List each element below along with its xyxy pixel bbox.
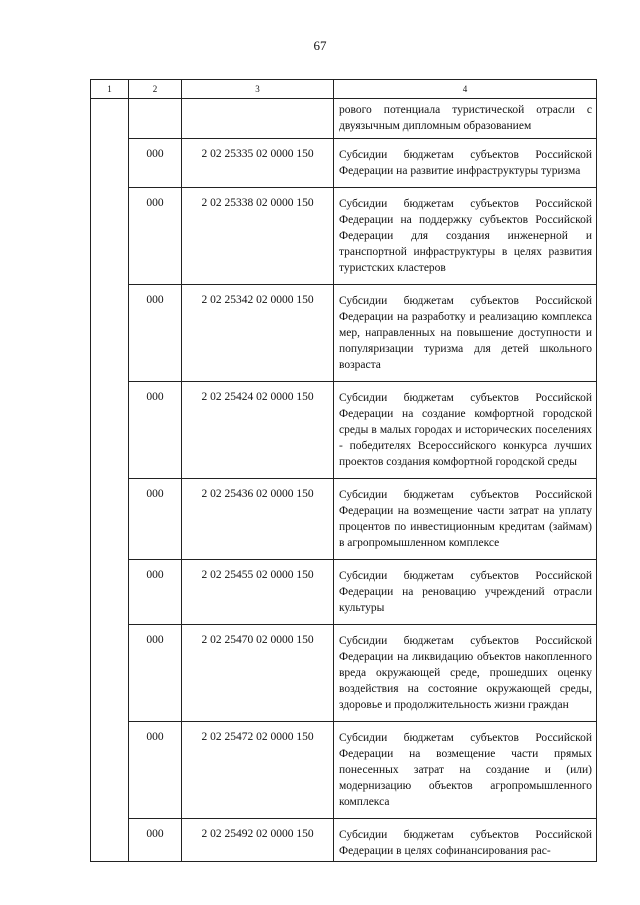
code-cell: 000	[129, 285, 182, 382]
name-cell: Субсидии бюджетам субъектов Российской Федерации на создание комфортной городской среды в малых городах и исторических поселениях - победителях Всероссийского конкурса лучших проектов создания комфортной городской среды	[334, 382, 597, 479]
code-cell: 000	[129, 382, 182, 479]
table-row	[91, 285, 597, 382]
table-row	[91, 382, 597, 479]
name-cell: Субсидии бюджетам субъектов Российской Федерации на реновацию учреждений отрасли культуры	[334, 560, 597, 625]
kbk-cell: 2 02 25455 02 0000 150	[182, 560, 334, 625]
kbk-cell: 2 02 25470 02 0000 150	[182, 625, 334, 722]
column-header-4: 4	[334, 80, 597, 99]
name-cell: Субсидии бюджетам субъектов Российской Федерации в целях софинансирования рас-	[334, 819, 597, 862]
kbk-cell: 2 02 25342 02 0000 150	[182, 285, 334, 382]
name-cell: Субсидии бюджетам субъектов Российской Федерации на развитие инфраструктуры туризма	[334, 139, 597, 188]
name-cell: Субсидии бюджетам субъектов Российской Федерации на ликвидацию объектов накопленного вреда окружающей среде, прошедших оценку воздействия на состояние окружающей среды, здоровье и продолжительность жизни граждан	[334, 625, 597, 722]
code-cell: 000	[129, 560, 182, 625]
code-cell: 000	[129, 188, 182, 285]
kbk-cell: 2 02 25436 02 0000 150	[182, 479, 334, 560]
code-cell: 000	[129, 819, 182, 862]
table-header-row	[91, 80, 597, 99]
kbk-cell: 2 02 25492 02 0000 150	[182, 819, 334, 862]
table-row	[91, 479, 597, 560]
name-cell: Субсидии бюджетам субъектов Российской Федерации на возмещение части прямых понесенных затрат на создание и (или) модернизацию объектов агропромышленного комплекса	[334, 722, 597, 819]
name-cell: Субсидии бюджетам субъектов Российской Федерации на возмещение части затрат на уплату процентов по инвестиционным кредитам (займам) в агропромышленном комплексе	[334, 479, 597, 560]
name-cell: Субсидии бюджетам субъектов Российской Федерации на поддержку субъектов Российской Федерации для создания инженерной и транспортной инфраструктуры в целях развития туристских кластеров	[334, 188, 597, 285]
code-cell: 000	[129, 479, 182, 560]
table-row	[91, 722, 597, 819]
name-cell: рового потенциала туристической отрасли с двуязычным дипломным образованием	[334, 99, 597, 139]
table-row	[91, 625, 597, 722]
column-header-1: 1	[91, 80, 129, 99]
column-header-2: 2	[129, 80, 182, 99]
page-number: 67	[313, 38, 327, 53]
kbk-cell: 2 02 25472 02 0000 150	[182, 722, 334, 819]
table-row	[91, 139, 597, 188]
code-cell: 000	[129, 139, 182, 188]
code-cell	[129, 99, 182, 139]
table-row	[91, 188, 597, 285]
code-cell: 000	[129, 625, 182, 722]
column-1-merged-cell	[91, 99, 129, 862]
kbk-cell: 2 02 25338 02 0000 150	[182, 188, 334, 285]
kbk-cell: 2 02 25424 02 0000 150	[182, 382, 334, 479]
table-row	[91, 560, 597, 625]
kbk-cell: 2 02 25335 02 0000 150	[182, 139, 334, 188]
kbk-cell	[182, 99, 334, 139]
budget-classification-table	[90, 79, 597, 862]
column-header-3: 3	[182, 80, 334, 99]
name-cell: Субсидии бюджетам субъектов Российской Федерации на разработку и реализацию комплекса мер, направленных на повышение доступности и популяризации туризма для детей школьного возраста	[334, 285, 597, 382]
table-row-continuation	[91, 99, 597, 139]
table-row	[91, 819, 597, 862]
code-cell: 000	[129, 722, 182, 819]
